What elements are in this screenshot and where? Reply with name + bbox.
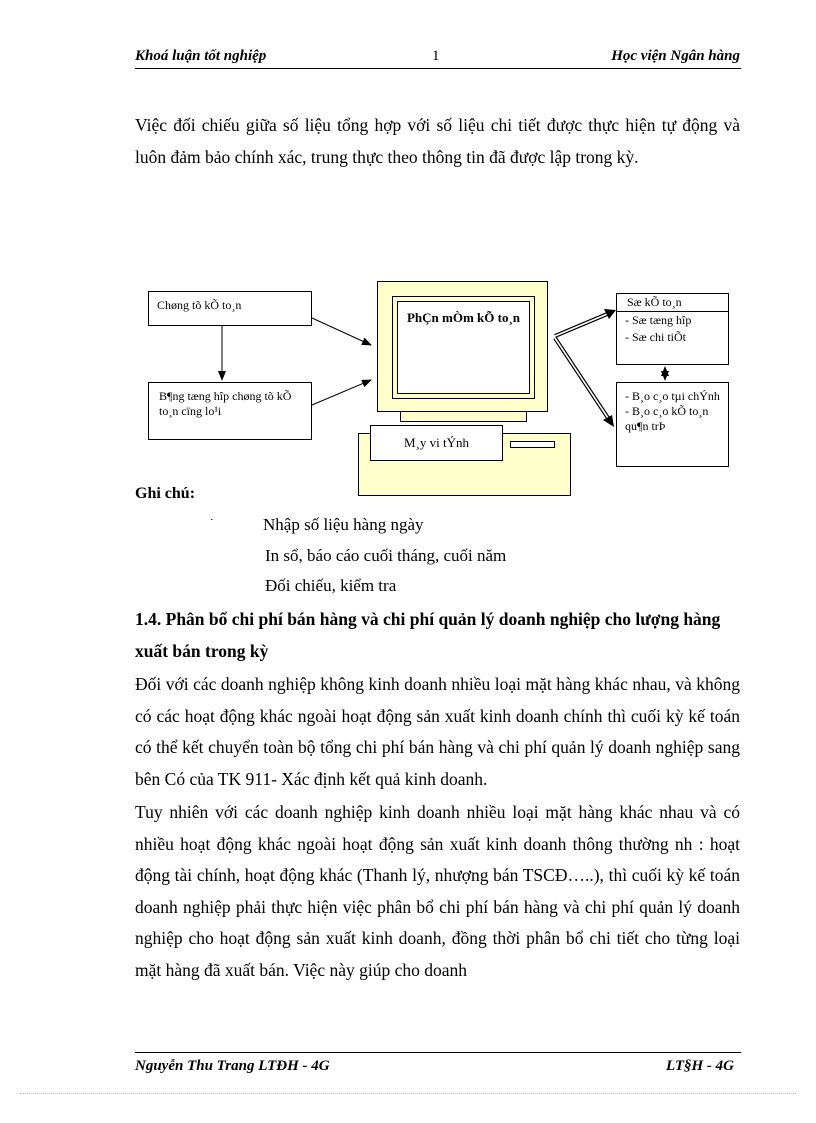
page-edge	[20, 1093, 796, 1094]
section-paragraph: Đối với các doanh nghiệp không kinh doanh nhiều loại mặt hàng khác nhau, và không có các hoạt động khác ngoài hoạt động sản xuất kinh doanh chính thì cuối kỳ kế toán có thể kết chuyển toàn bộ tổng chi phí bán hàng và chi phí quản lý doanh nghiệp sang bên Có của TK 911- Xác định kết quả kinh doanh.	[135, 674, 740, 789]
section-paragraph: Tuy nhiên với các doanh nghiệp kinh doanh nhiều loại mặt hàng khác nhau và có nhiều hoạt động khác ngoài hoạt động sản xuất kinh doanh thông thường nh : hoạt động tài chính, hoạt động khác (Thanh lý, nhượng bán TSCĐ…..), thì cuối kỳ kế toán doanh nghiệp phải thực hiện việc phân bổ chi phí bán hàng và chi phí quản lý doanh nghiệp cho hoạt động sản xuất kinh doanh, đồng thời phân bổ chi tiết cho từng loại mặt hàng đã xuất bán. Việc này giúp cho doanh	[135, 802, 740, 980]
header-right: Học viện Ngân hàng	[611, 48, 740, 64]
books-title: Sæ kÕ to¸n	[617, 294, 728, 312]
books-item: - Sæ tæng hîp	[625, 313, 692, 327]
intro-paragraph: Việc đối chiếu giữa số liệu tổng hợp với số liệu chi tiết được thực hiện tự động và luôn đảm bảo chính xác, trung thực theo thông tin đã được lập trong kỳ.	[135, 115, 740, 167]
arrow-to-computer	[312, 380, 371, 405]
footer-rule	[135, 1052, 741, 1053]
reports-item: - B¸o c¸o kÕ to¸n qu¶n trÞ	[625, 404, 709, 433]
diagram-arrows	[0, 0, 816, 520]
software-screen: PhÇn mÒm kÕ to¸n	[397, 301, 530, 394]
legend-label: In sổ, báo cáo cuối tháng, cuối năm	[265, 546, 507, 565]
arrow-to-computer	[312, 318, 371, 345]
double-arrow-to-books	[555, 309, 616, 336]
section-heading: 1.4. Phân bổ chi phí bán hàng và chi phí quản lý doanh nghiệp cho lượng hàng xuất bán trong kỳ	[135, 609, 721, 661]
header-left: Khoá luận tốt nghiệp	[135, 48, 267, 64]
reports-item: - B¸o c¸o tµi chÝnh	[625, 389, 720, 403]
footer-right: LT§H - 4G	[665, 1058, 734, 1074]
summary-table-box: B¶ng tæng hîp chøng tõ kÕ to¸n cïng lo¹i	[148, 382, 312, 440]
legend-label: Đối chiếu, kiểm tra	[265, 576, 397, 595]
computer-label: M¸y vi tÝnh	[370, 425, 503, 461]
books-item: - Sæ chi tiÕt	[625, 330, 687, 344]
footer-left: Nguyễn Thu Trang LTĐH - 4G	[135, 1058, 330, 1074]
legend-title: Ghi chú:	[135, 485, 196, 502]
page-number: 1	[432, 48, 440, 64]
source-document-box: Chøng tõ kÕ to¸n	[148, 291, 312, 326]
double-arrow-to-reports	[555, 338, 614, 427]
legend-label: Nhập số liệu hàng ngày	[263, 515, 424, 534]
